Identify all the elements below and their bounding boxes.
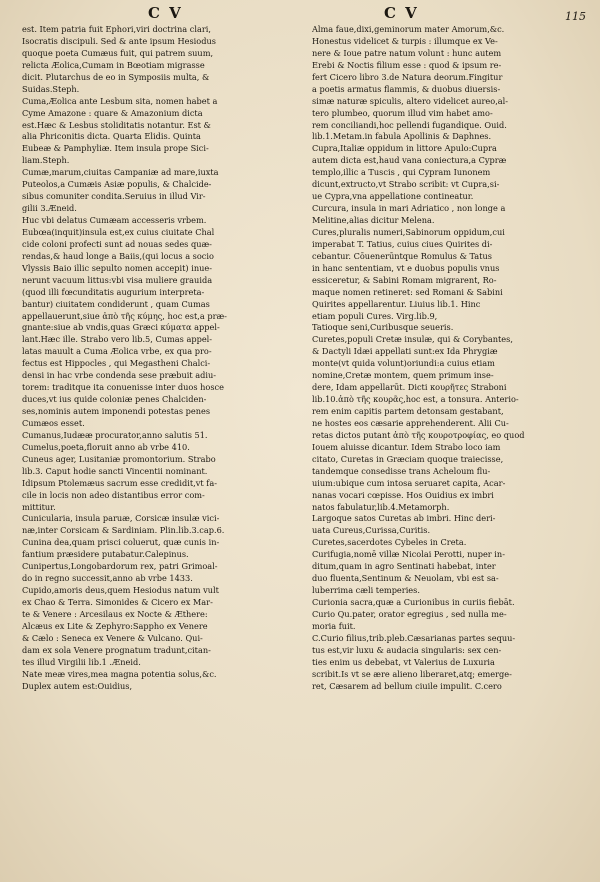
text-line: lib.1.Metam.in fabula Apollinis & Daphnes. bbox=[312, 131, 492, 142]
text-line: Duplex autem est:Ouidius, bbox=[22, 680, 133, 691]
text-line: Eubeæ & Pamphyliæ. Item insula prope Sici- bbox=[22, 143, 209, 154]
left-text-column bbox=[22, 24, 284, 693]
text-line: duo fluenta,Sentinum & Neuolam, vbi est sa- bbox=[312, 573, 499, 584]
text-line: Cumæ,marum,ciuitas Campaniæ ad mare,iuxta bbox=[22, 167, 219, 178]
text-line: Cupido,amoris deus,quem Hesiodus natum vult bbox=[22, 585, 219, 596]
text-line: rem enim capitis partem detonsam gestabant, bbox=[312, 406, 504, 416]
text-line: fantium præsidere putabatur.Calepinus. bbox=[22, 549, 189, 560]
text-line: (quod illi fœcunditatis augurium interpreta- bbox=[22, 286, 205, 297]
text-line: dam ex sola Venere prognatum tradunt,citan- bbox=[22, 644, 211, 655]
text-line: rem conciliandi,hoc pellendi fugandique. Ouid. bbox=[312, 119, 507, 130]
text-line: Cuma,Æolica ante Lesbum sita, nomen habet a bbox=[22, 95, 218, 106]
text-line: Alma faue,dixi,geminorum mater Amorum,&c. bbox=[312, 24, 505, 34]
text-line: dicit. Plutarchus de eo in Symposiis multa, & bbox=[22, 71, 210, 82]
text-line: moria fuit. bbox=[312, 620, 356, 631]
text-line: monte(vt quida volunt)oriundi:a cuius etiam bbox=[312, 358, 495, 369]
text-line: Largoque satos Curetas ab imbri. Hinc deri- bbox=[312, 513, 496, 524]
text-line: liam.Steph. bbox=[22, 155, 70, 166]
text-line: ex Chao & Terra. Simonides & Cicero ex Mar- bbox=[22, 597, 213, 607]
text-line: gnante:siue ab vndis,quas Græci κύματα appel- bbox=[22, 322, 220, 333]
text-line: maque nomen retineret: sed Romani & Sabini bbox=[312, 286, 503, 297]
text-line: ret, Cæsarem ad bellum ciuile impulit. C.cero bbox=[312, 680, 502, 691]
text-line: nomine,Cretæ montem, quem primum inse- bbox=[312, 370, 494, 381]
text-line: ne hostes eos cæsarie apprehenderent. Alii Cu- bbox=[312, 417, 509, 428]
text-line: ties enim us debebat, vt Valerius de Luxuria bbox=[312, 656, 495, 667]
text-line: Eubœa(inquit)insula est,ex cuius ciuitate Chal bbox=[22, 226, 215, 237]
text-line: Cuneus ager, Lusitaniæ promontorium. Strabo bbox=[22, 453, 216, 464]
text-line: nanas vocari cœpisse. Hos Ouidius ex imbri bbox=[312, 489, 494, 500]
text-line: uata Cureus,Curissa,Curitis. bbox=[312, 525, 431, 536]
text-line: tes illud Virgilii lib.1 .Æneid. bbox=[22, 656, 141, 667]
text-line: dicunt,extructo,vt Strabo scribit: vt Cupra,si- bbox=[312, 179, 500, 190]
text-line: Suidas.Steph. bbox=[22, 83, 80, 94]
text-line: bantur) ciuitatem condiderunt , quam Cumas bbox=[22, 298, 210, 309]
text-line: luberrima cæli temperies. bbox=[312, 585, 420, 596]
text-line: cile in locis non adeo distantibus error com- bbox=[22, 489, 205, 500]
text-line: Curifugia,nomē villæ Nicolai Perotti, nuper in- bbox=[312, 549, 505, 560]
text-line: ue Cypra,vna appellatione contineatur. bbox=[312, 191, 474, 202]
text-line: est. Item patria fuit Ephori,viri doctrina clari, bbox=[22, 24, 212, 34]
right-text-column bbox=[312, 24, 574, 693]
text-line: Isocratis discipuli. Sed & ante ipsum Hesiodus bbox=[22, 35, 216, 46]
text-line: Huc vbi delatus Cumæam accesseris vrbem. bbox=[22, 215, 207, 225]
text-line: Curetes,sacerdotes Cybeles in Creta. bbox=[312, 537, 467, 548]
left-running-head: C V bbox=[148, 4, 183, 22]
text-line: lib.3. Caput hodie sancti Vincentii nominant. bbox=[22, 465, 208, 476]
page-number: 115 bbox=[565, 10, 586, 23]
text-line: nere & Ioue patre natum volunt : hunc autem bbox=[312, 47, 502, 58]
text-line: Curcura, insula in mari Adriatico , non longe a bbox=[312, 203, 506, 214]
text-line: Cumelus,poeta,floruit anno ab vrbe 410. bbox=[22, 441, 190, 452]
text-line: templo,illic a Tuscis , qui Cypram Iunonem bbox=[312, 167, 491, 178]
text-line: Cunina dea,quam prisci coluerut, quæ cunis in- bbox=[22, 537, 220, 548]
text-line: tero plumbeo, quorum illud vim habet amo- bbox=[312, 107, 493, 118]
text-line: lib.10.ἀπὸ τῆς κουρᾶς,hoc est, a tonsura. Anterio- bbox=[312, 394, 519, 405]
text-line: cide coloni profecti sunt ad nouas sedes quæ- bbox=[22, 238, 212, 249]
text-line: Honestus videlicet & turpis : illumque ex Ve- bbox=[312, 35, 498, 46]
text-line: Curetes,populi Cretæ insulæ, qui & Corybantes, bbox=[312, 334, 513, 345]
text-line: Cunicularia, insula paruæ, Corsicæ insulæ vici- bbox=[22, 513, 220, 524]
text-line: simæ naturæ spiculis, altero videlicet aureo,al- bbox=[312, 95, 509, 106]
text-line: alia Phriconitis dicta. Quarta Elidis. Quinta bbox=[22, 131, 201, 142]
text-line: latas mauult a Cuma Æolica vrbe, ex qua pro- bbox=[22, 346, 212, 357]
text-line: uium:ubique cum intosa seruaret capita, Acar- bbox=[312, 477, 506, 488]
text-line: Erebi & Noctis filium esse : quod & ipsum re- bbox=[312, 59, 502, 70]
text-line: Cyme Amazone : quare & Amazonium dicta bbox=[22, 107, 203, 118]
text-line: etiam populi Cures. Virg.lib.9, bbox=[312, 310, 438, 321]
text-line: fectus est Hippocles , qui Megastheni Chalci- bbox=[22, 358, 211, 369]
text-line: relicta Æolica,Cumam in Bœotiam migrasse bbox=[22, 59, 205, 70]
text-line: Iouem aluisse dicantur. Idem Strabo loco iam bbox=[312, 441, 501, 452]
text-line: citato, Curetas in Græciam quoque traiecisse, bbox=[312, 453, 504, 464]
text-line: Cupra,Italiæ oppidum in littore Apulo:Cupra bbox=[312, 143, 497, 154]
text-line: in hanc sententiam, vt e duobus populis vnus bbox=[312, 262, 500, 273]
text-line: quoque poeta Cumæus fuit, qui patrem suum, bbox=[22, 47, 214, 58]
text-line: a poetis armatus flammis, & duobus diuersis- bbox=[312, 83, 501, 94]
text-line: Puteolos,a Cumæis Asiæ populis, & Chalcide- bbox=[22, 179, 212, 190]
text-line: nerunt vacuum littus:vbi visa muliere grauida bbox=[22, 274, 213, 285]
text-line: Curionia sacra,quæ a Curionibus in curiis fiebāt. bbox=[312, 597, 515, 607]
text-line: C.Curio filius,trib.pleb.Cæsarianas partes sequu- bbox=[312, 632, 516, 643]
text-line: Vlyssis Baio illic sepulto nomen accepit) inue- bbox=[22, 262, 213, 273]
text-line: autem dicta est,haud vana coniectura,a Cypræ bbox=[312, 155, 507, 166]
text-line: Alcæus ex Lite & Zephyro:Sappho ex Venere bbox=[22, 620, 208, 631]
text-line: Cumæos esset. bbox=[22, 417, 85, 428]
text-line: mittitur. bbox=[22, 501, 56, 512]
text-line: & Cælo : Seneca ex Venere & Vulcano. Qui- bbox=[22, 632, 203, 643]
text-line: sibus comuniter condita.Seruius in illud Vir- bbox=[22, 191, 206, 202]
text-line: est.Hæc & Lesbus stoliditatis notantur. Est & bbox=[22, 119, 211, 130]
text-line: rendas,& haud longe a Baiis,(qui locus a socio bbox=[22, 250, 214, 261]
text-line: tandemque consedisse trans Acheloum flu- bbox=[312, 465, 491, 476]
text-line: do in regno successit,anno ab vrbe 1433. bbox=[22, 573, 193, 584]
text-line: duces,vt ius quide coloniæ penes Chalciden- bbox=[22, 394, 207, 405]
right-running-head: C V bbox=[384, 4, 419, 22]
text-line: imperabat T. Tatius, cuius ciues Quirites di- bbox=[312, 238, 493, 249]
text-line: Melitine,alias dicitur Melena. bbox=[312, 215, 435, 225]
text-line: ses,nominis autem imponendi potestas penes bbox=[22, 406, 211, 416]
text-line: fert Cicero libro 3.de Natura deorum.Fingitur bbox=[312, 71, 503, 82]
text-line: retas dictos putant ἀπὸ τῆς κουροτροφίας, eo quod bbox=[312, 429, 525, 440]
text-line: scribit.Is vt se ære alieno liberaret,atq; emerge- bbox=[312, 668, 512, 679]
text-line: densi in hac vrbe condenda sese præbuit adiu- bbox=[22, 370, 217, 381]
text-line: Cumanus,Iudææ procurator,anno salutis 51. bbox=[22, 429, 208, 440]
text-line: Idipsum Ptolemæus sacrum esse credidit,vt fa- bbox=[22, 477, 217, 488]
text-line: tus est,vir luxu & audacia singularis: sex cen- bbox=[312, 644, 502, 655]
text-line: Cures,pluralis numeri,Sabinorum oppidum,cui bbox=[312, 226, 505, 237]
text-line: cebantur. Cōuenerūntque Romulus & Tatus bbox=[312, 250, 492, 261]
text-line: Curio Qu.pater, orator egregius , sed nulla me- bbox=[312, 608, 507, 619]
text-line: næ,inter Corsicam & Sardiniam. Plin.lib.3.cap.6. bbox=[22, 525, 225, 536]
text-line: torem: traditque ita conuenisse inter duos hosce bbox=[22, 382, 224, 393]
text-line: ditum,quam in agro Sentinati habebat, inter bbox=[312, 561, 496, 572]
text-line: Cunipertus,Longobardorum rex, patri Grimoal- bbox=[22, 561, 218, 572]
text-line: lant.Hæc ille. Strabo vero lib.5, Cumas appel- bbox=[22, 334, 213, 345]
text-line: Tatioque seni,Curibusque seueris. bbox=[312, 322, 454, 333]
text-line: natos fabulatur,lib.4.Metamorph. bbox=[312, 501, 450, 512]
text-line: Nate meæ vires,mea magna potentia solus,&c. bbox=[22, 668, 217, 679]
text-line: Quirites appellarentur. Liuius lib.1. Hinc bbox=[312, 298, 481, 309]
text-line: & Dactyli Idæi appellati sunt:ex Ida Phrygiæ bbox=[312, 346, 498, 357]
text-line: gilii 3.Æneid. bbox=[22, 203, 77, 214]
text-line: dere, Idam appellarūt. Dicti κουρῆτες Straboni bbox=[312, 382, 507, 393]
text-line: te & Venere : Arcesilaus ex Nocte & Æthere: bbox=[22, 608, 208, 619]
text-line: essiceretur, & Sabini Romam migrarent, Ro- bbox=[312, 274, 497, 285]
text-line: appellauerunt,siue ἀπὸ τῆς κύμης, hoc est,a præ- bbox=[22, 310, 227, 321]
